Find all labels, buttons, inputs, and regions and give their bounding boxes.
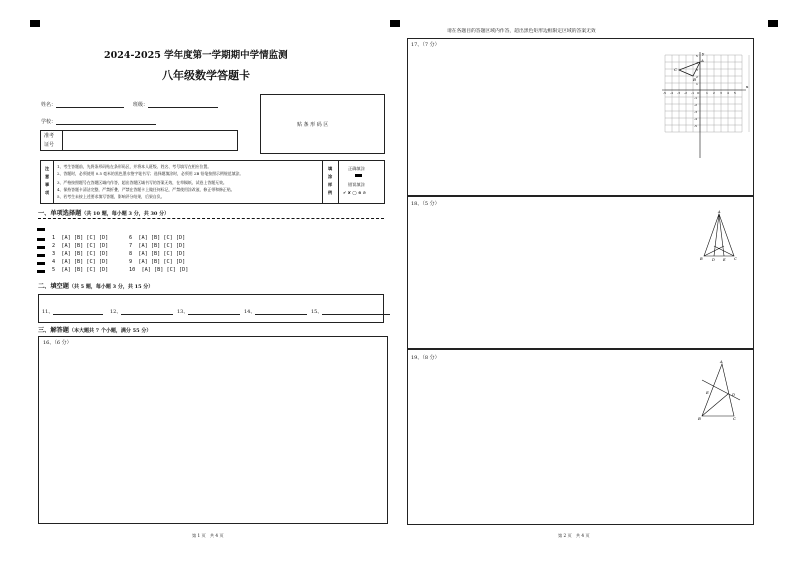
mcq-row[interactable]: 6 [A] [B] [C] [D] (129, 235, 186, 241)
note-item: 4、保持答题卡清洁完整，严禁折叠，严禁在答题卡上做任何标记，严禁使用涂改液、修正带和修正贴。 (57, 187, 235, 192)
answer-area-notice: 请在各题目的答题区域内作答，超出黑色矩形边框限定区域的答案无效 (447, 29, 596, 34)
fill-wrong-label: 错误填涂 (348, 182, 365, 187)
section-1-heading: 一、单项选择题（共 10 题，每小题 3 分，共 30 分） (38, 210, 170, 217)
point-label: A (718, 210, 721, 214)
point-label: C (733, 416, 736, 421)
blank-15[interactable]: 15、 (311, 308, 390, 315)
x-tick-label: 5 (734, 91, 736, 95)
x-tick-label: -4 (670, 91, 673, 95)
exam-number-box[interactable] (40, 130, 238, 151)
x-tick-label: -1 (691, 91, 694, 95)
y-tick-label: -4 (694, 117, 697, 121)
blank-12[interactable]: 12、 (110, 308, 173, 315)
x-tick-label: 2 (713, 91, 715, 95)
x-tick-label: 3 (720, 91, 722, 95)
section-2-heading: 二、填空题（共 5 题，每小题 3 分，共 15 分） (38, 283, 154, 290)
mcq-row[interactable]: 2 [A] [B] [C] [D] (52, 243, 109, 249)
point-label: D (732, 392, 736, 397)
note-item: 1、考生答题前，先将条形码贴在条形码区，并将本人班级、姓名、考号填写在相应位置。 (57, 164, 212, 169)
point-label: E (706, 390, 709, 395)
x-axis-label: x (746, 84, 749, 89)
school-field[interactable] (60, 117, 160, 125)
name-field[interactable] (60, 100, 128, 108)
alignment-mark (390, 20, 400, 27)
y-tick-label: -2 (694, 103, 697, 107)
exam-number-label: 准考 (44, 133, 55, 139)
timing-mark (37, 262, 45, 265)
y-tick-label: 3 (696, 68, 698, 72)
fill-correct-sample (355, 174, 362, 177)
triangle-figure-18 (696, 210, 742, 262)
question-16-label: 16、（6 分） (43, 340, 72, 346)
class-field[interactable] (152, 100, 222, 108)
y-tick-label: 2 (696, 75, 698, 79)
note-item: 3、严格按照题号在答题区域内作答，超出答题区域书写的答案无效，在草稿纸、试卷上答题无效。 (57, 180, 227, 185)
point-label: E (723, 258, 726, 262)
mcq-row[interactable]: 3 [A] [B] [C] [D] (52, 251, 109, 257)
mcq-row[interactable]: 5 [A] [B] [C] [D] (52, 267, 109, 273)
y-tick-label: -1 (694, 96, 697, 100)
question-17-label: 17、（7 分） (411, 42, 440, 48)
y-tick-label: 1 (696, 82, 698, 86)
x-tick-label: -2 (684, 91, 687, 95)
x-tick-label: -3 (677, 91, 680, 95)
answer-box-16[interactable] (38, 336, 388, 524)
mcq-right-column (129, 234, 188, 274)
coordinate-grid-figure (660, 50, 750, 160)
alignment-mark (768, 20, 778, 27)
section-3-heading: 三、解答题（本大题共 7 个小题，满分 55 分） (38, 327, 152, 334)
y-tick-label: -5 (694, 124, 697, 128)
origin-label: O (697, 91, 700, 95)
fill-example-label: 填 (328, 166, 333, 171)
question-18-label: 18、（5 分） (411, 201, 440, 207)
page-footer: 第 1 页 共 4 页 (192, 533, 224, 538)
point-label: C (734, 257, 737, 261)
point-label: C (674, 67, 678, 72)
note-item: 5、若考生未按上述要求填写答题，影响评分结果，后果自负。 (57, 194, 165, 199)
note-item: 2、答题时，必须使用 0.5 毫米的黑色墨水签字笔书写；选择题填涂时，必须用 2B 铅笔按照示例规范填涂。 (57, 171, 244, 176)
y-tick-label: 4 (696, 61, 698, 65)
point-label: D (712, 258, 715, 262)
blank-14[interactable]: 14、 (244, 308, 307, 315)
page-footer: 第 2 页 共 4 页 (558, 533, 590, 538)
mcq-left-column (52, 234, 108, 274)
triangle-figure-19 (694, 358, 744, 428)
card-subtitle: 八年级数学答题卡 (162, 69, 250, 82)
mcq-row[interactable]: 7 [A] [B] [C] [D] (129, 243, 186, 249)
x-tick-label: 4 (727, 91, 729, 95)
timing-mark (37, 228, 45, 231)
barcode-label: 贴 条 形 码 区 (297, 122, 329, 128)
point-label: B (693, 77, 696, 82)
y-axis-label: y (702, 51, 705, 56)
alignment-mark (30, 20, 40, 27)
mcq-row[interactable]: 10 [A] [B] [C] [D] (129, 267, 189, 273)
mcq-row[interactable]: 4 [A] [B] [C] [D] (52, 259, 109, 265)
point-label: B (698, 416, 701, 421)
mcq-row[interactable]: 8 [A] [B] [C] [D] (129, 251, 186, 257)
y-tick-label: -3 (694, 110, 697, 114)
y-tick-label: 5 (696, 54, 698, 58)
blank-13[interactable]: 13、 (177, 308, 240, 315)
x-tick-label: -5 (663, 91, 666, 95)
school-label: 学校： (41, 118, 156, 125)
class-label: 班级： (133, 101, 218, 108)
x-tick-label: 1 (706, 91, 708, 95)
point-label: B (700, 257, 703, 261)
point-label: A (701, 58, 704, 63)
blank-11[interactable]: 11、 (42, 308, 103, 315)
exam-title: 2024-2025 学年度第一学期期中学情监测 (104, 50, 288, 61)
mcq-row[interactable]: 1 [A] [B] [C] [D] (52, 235, 109, 241)
timing-mark (37, 238, 45, 241)
exam-number-label-2: 证号 (44, 142, 55, 148)
name-label: 姓名： (41, 101, 124, 108)
timing-mark (37, 254, 45, 257)
point-label: A (720, 359, 723, 364)
fill-correct-label: 正确填涂 (348, 166, 365, 171)
question-19-label: 19、（8 分） (411, 355, 440, 361)
timing-mark (37, 270, 45, 273)
mcq-row[interactable]: 9 [A] [B] [C] [D] (129, 259, 186, 265)
fill-wrong-sample: ✔ ✘ ◯ ⊗ ⊘ (343, 190, 366, 195)
timing-mark (37, 246, 45, 249)
notes-label: 注 (45, 166, 50, 171)
